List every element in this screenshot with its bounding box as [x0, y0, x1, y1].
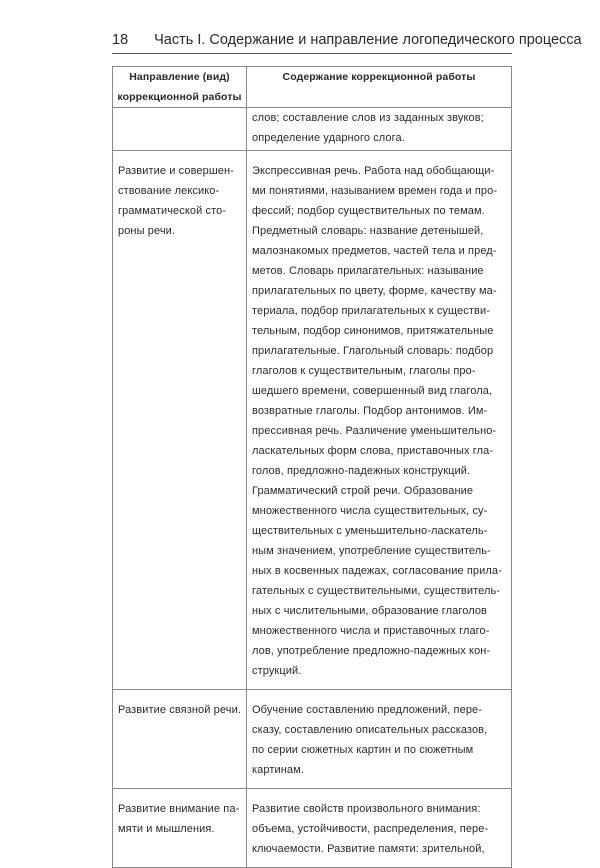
content-line: тельным, подбор синонимов, притяжательные [252, 325, 494, 337]
table-row [113, 108, 512, 151]
content-line: глаголов к существительным, глаголы про- [252, 365, 476, 377]
content-line: шедшего времени, совершенный вид глагола, [252, 385, 493, 397]
direction-cell [113, 789, 247, 868]
content-line: фессий; подбор существительных по темам. [252, 205, 485, 217]
content-line: гательных с существительными, существитель- [252, 585, 501, 597]
content-cell [247, 690, 512, 789]
content-line: Грамматический строй речи. Образование [252, 485, 474, 497]
table-row [113, 690, 512, 789]
direction-line: ствование лексико- [118, 185, 220, 197]
content-line: малознакомых предметов, частей тела и пред- [252, 245, 497, 257]
content-line: ключаемости. Развитие памяти: зрительной, [252, 843, 485, 855]
header-rule [112, 53, 512, 54]
content-line: метов. Словарь прилагательных: называние [252, 265, 484, 277]
content-line: ласкательных форм слова, приставочных гла- [252, 445, 494, 457]
content-line: картинам. [252, 764, 304, 776]
content-line: возвратные глаголы. Подбор антонимов. Им- [252, 405, 488, 417]
content-line: по серии сюжетных картин и по сюжетным [252, 744, 474, 756]
content-line: струкций. [252, 665, 302, 677]
content-line: голов, предложно-падежных конструкций. [252, 465, 471, 477]
content-line: ми понятиями, называнием времен года и про- [252, 185, 498, 197]
content-line: ным значением, употребление существитель- [252, 545, 491, 557]
page-number: 18 [112, 32, 129, 48]
content-line: ных в косвенных падежах, согласование прила- [252, 565, 502, 577]
direction-line: грамматической сто- [118, 205, 227, 217]
direction-line: мяти и мышления. [118, 823, 215, 835]
direction-line: Развитие и совершен- [118, 165, 234, 177]
direction-line: Развитие связной речи. [118, 704, 241, 716]
content-line: Экспрессивная речь. Работа над обобщающи- [252, 165, 495, 177]
content-line: прилагательные. Глагольный словарь: подбор [252, 345, 494, 357]
direction-cell [113, 151, 247, 690]
direction-cell [113, 690, 247, 789]
table-header-row [113, 67, 512, 108]
content-line: множественного числа и приставочных глаго- [252, 625, 490, 637]
direction-cell [113, 108, 247, 151]
content-cell [247, 789, 512, 868]
table-body [113, 108, 512, 868]
content-cell [247, 151, 512, 690]
content-line: определение ударного слога. [252, 132, 405, 144]
content-line: ных с числительными, образование глаголов [252, 605, 488, 617]
content-line: объема, устойчивости, распределения, пере- [252, 823, 489, 835]
column-header-direction: Направление (вид) коррекционной работы [113, 67, 247, 108]
table-row [113, 789, 512, 868]
content-line: Обучение составлению предложений, пере- [252, 704, 483, 716]
column-header-content: Содержание коррекционной работы [247, 67, 512, 108]
direction-line: роны речи. [118, 225, 176, 237]
content-line: лов, употребление предложно-падежных кон- [252, 645, 491, 657]
content-line: прессивная речь. Различение уменьшительно- [252, 425, 497, 437]
content-line: прилагательных по цвету, форме, качеству ма- [252, 285, 497, 297]
correction-work-table [112, 66, 512, 868]
content-line: Развитие свойств произвольного внимания: [252, 803, 481, 815]
content-line: Предметный словарь: название детенышей, [252, 225, 484, 237]
direction-line: Развитие внимание па- [118, 803, 240, 815]
content-cell [247, 108, 512, 151]
content-line: териала, подбор прилагательных к существи- [252, 305, 490, 317]
content-line: слов; составление слов из заданных звуков; [252, 112, 484, 124]
content-line: ществительных с уменьшительно-ласкатель- [252, 525, 488, 537]
content-line: сказу, составлению описательных рассказов, [252, 724, 488, 736]
running-header [112, 30, 582, 50]
table-row [113, 151, 512, 690]
running-title: Часть I. Содержание и направление логопедического процесса [154, 32, 582, 48]
content-line: множественного числа существительных, су- [252, 505, 488, 517]
